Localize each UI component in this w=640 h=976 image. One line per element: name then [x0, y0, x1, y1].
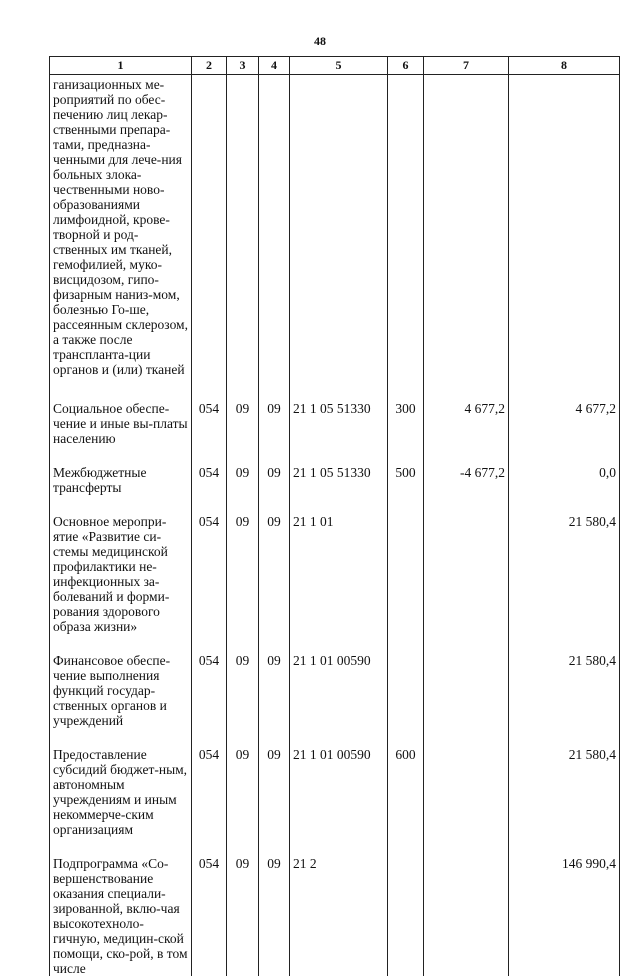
total-amount: 21 580,4 — [509, 653, 620, 747]
subsection-code: 09 — [259, 856, 290, 976]
section-code: 09 — [227, 653, 259, 747]
table-row — [50, 514, 620, 653]
change-amount — [424, 514, 509, 653]
col-header-5: 5 — [290, 57, 388, 75]
budget-table — [49, 56, 620, 976]
col-header-1: 1 — [50, 57, 192, 75]
expense-type-code — [388, 514, 424, 653]
change-amount — [424, 747, 509, 856]
ministry-code: 054 — [192, 747, 227, 856]
ministry-code — [192, 75, 227, 402]
change-amount — [424, 75, 509, 402]
target-article-code: 21 1 05 51330 — [290, 401, 388, 465]
subsection-code: 09 — [259, 401, 290, 465]
change-amount — [424, 653, 509, 747]
row-name: Основное меропри-ятие «Развитие си-стемы медицинской профилактики не-инфекционных за-болеваний и форми-рования здорового образа жизни» — [50, 514, 192, 653]
target-article-code: 21 1 05 51330 — [290, 465, 388, 514]
change-amount: -4 677,2 — [424, 465, 509, 514]
target-article-code — [290, 75, 388, 402]
col-header-4: 4 — [259, 57, 290, 75]
section-code: 09 — [227, 465, 259, 514]
col-header-2: 2 — [192, 57, 227, 75]
target-article-code: 21 1 01 — [290, 514, 388, 653]
target-article-code: 21 1 01 00590 — [290, 653, 388, 747]
table-row — [50, 465, 620, 514]
total-amount: 4 677,2 — [509, 401, 620, 465]
row-name: Социальное обеспе-чение и иные вы-платы населению — [50, 401, 192, 465]
subsection-code: 09 — [259, 653, 290, 747]
subsection-code — [259, 75, 290, 402]
row-name: Подпрограмма «Со-вершенствование оказания специали-зированной, вклю-чая высокотехноло-гичную, медицин-ской помощи, ско-рой, в том числе — [50, 856, 192, 976]
header-row — [50, 57, 620, 75]
total-amount: 21 580,4 — [509, 747, 620, 856]
ministry-code: 054 — [192, 653, 227, 747]
row-name: Финансовое обеспе-чение выполнения функций государ-ственных органов и учреждений — [50, 653, 192, 747]
subsection-code: 09 — [259, 465, 290, 514]
ministry-code: 054 — [192, 514, 227, 653]
change-amount — [424, 856, 509, 976]
section-code: 09 — [227, 856, 259, 976]
table-row — [50, 401, 620, 465]
section-code: 09 — [227, 514, 259, 653]
table-row — [50, 747, 620, 856]
col-header-7: 7 — [424, 57, 509, 75]
col-header-6: 6 — [388, 57, 424, 75]
ministry-code: 054 — [192, 856, 227, 976]
expense-type-code — [388, 75, 424, 402]
row-name: Межбюджетные трансферты — [50, 465, 192, 514]
section-code: 09 — [227, 401, 259, 465]
expense-type-code: 500 — [388, 465, 424, 514]
col-header-8: 8 — [509, 57, 620, 75]
total-amount: 146 990,4 — [509, 856, 620, 976]
ministry-code: 054 — [192, 401, 227, 465]
row-name: ганизационных ме-роприятий по обес-печению лиц лекар-ственными препара-тами, предназна-ченными для лече-ния больных злока-чественными ново-образованиями лимфоидной, крове-творной и род-ственных им тканей, гемофилией, муко-висцидозом, гипо-физарным наниз-мом, болезнью Го-ше, рассеянным склерозом, а также после транспланта-ции органов и (или) тканей — [50, 75, 192, 402]
total-amount: 21 580,4 — [509, 514, 620, 653]
table-row — [50, 75, 620, 402]
target-article-code: 21 1 01 00590 — [290, 747, 388, 856]
row-name: Предоставление субсидий бюджет-ным, автономным учреждениям и иным некоммерче-ским организациям — [50, 747, 192, 856]
expense-type-code: 300 — [388, 401, 424, 465]
table-row — [50, 653, 620, 747]
target-article-code: 21 2 — [290, 856, 388, 976]
expense-type-code: 600 — [388, 747, 424, 856]
page-number: 48 — [314, 34, 326, 48]
col-header-3: 3 — [227, 57, 259, 75]
subsection-code: 09 — [259, 747, 290, 856]
subsection-code: 09 — [259, 514, 290, 653]
section-code: 09 — [227, 747, 259, 856]
expense-type-code — [388, 653, 424, 747]
expense-type-code — [388, 856, 424, 976]
change-amount: 4 677,2 — [424, 401, 509, 465]
section-code — [227, 75, 259, 402]
total-amount: 0,0 — [509, 465, 620, 514]
table-row — [50, 856, 620, 976]
ministry-code: 054 — [192, 465, 227, 514]
total-amount — [509, 75, 620, 402]
